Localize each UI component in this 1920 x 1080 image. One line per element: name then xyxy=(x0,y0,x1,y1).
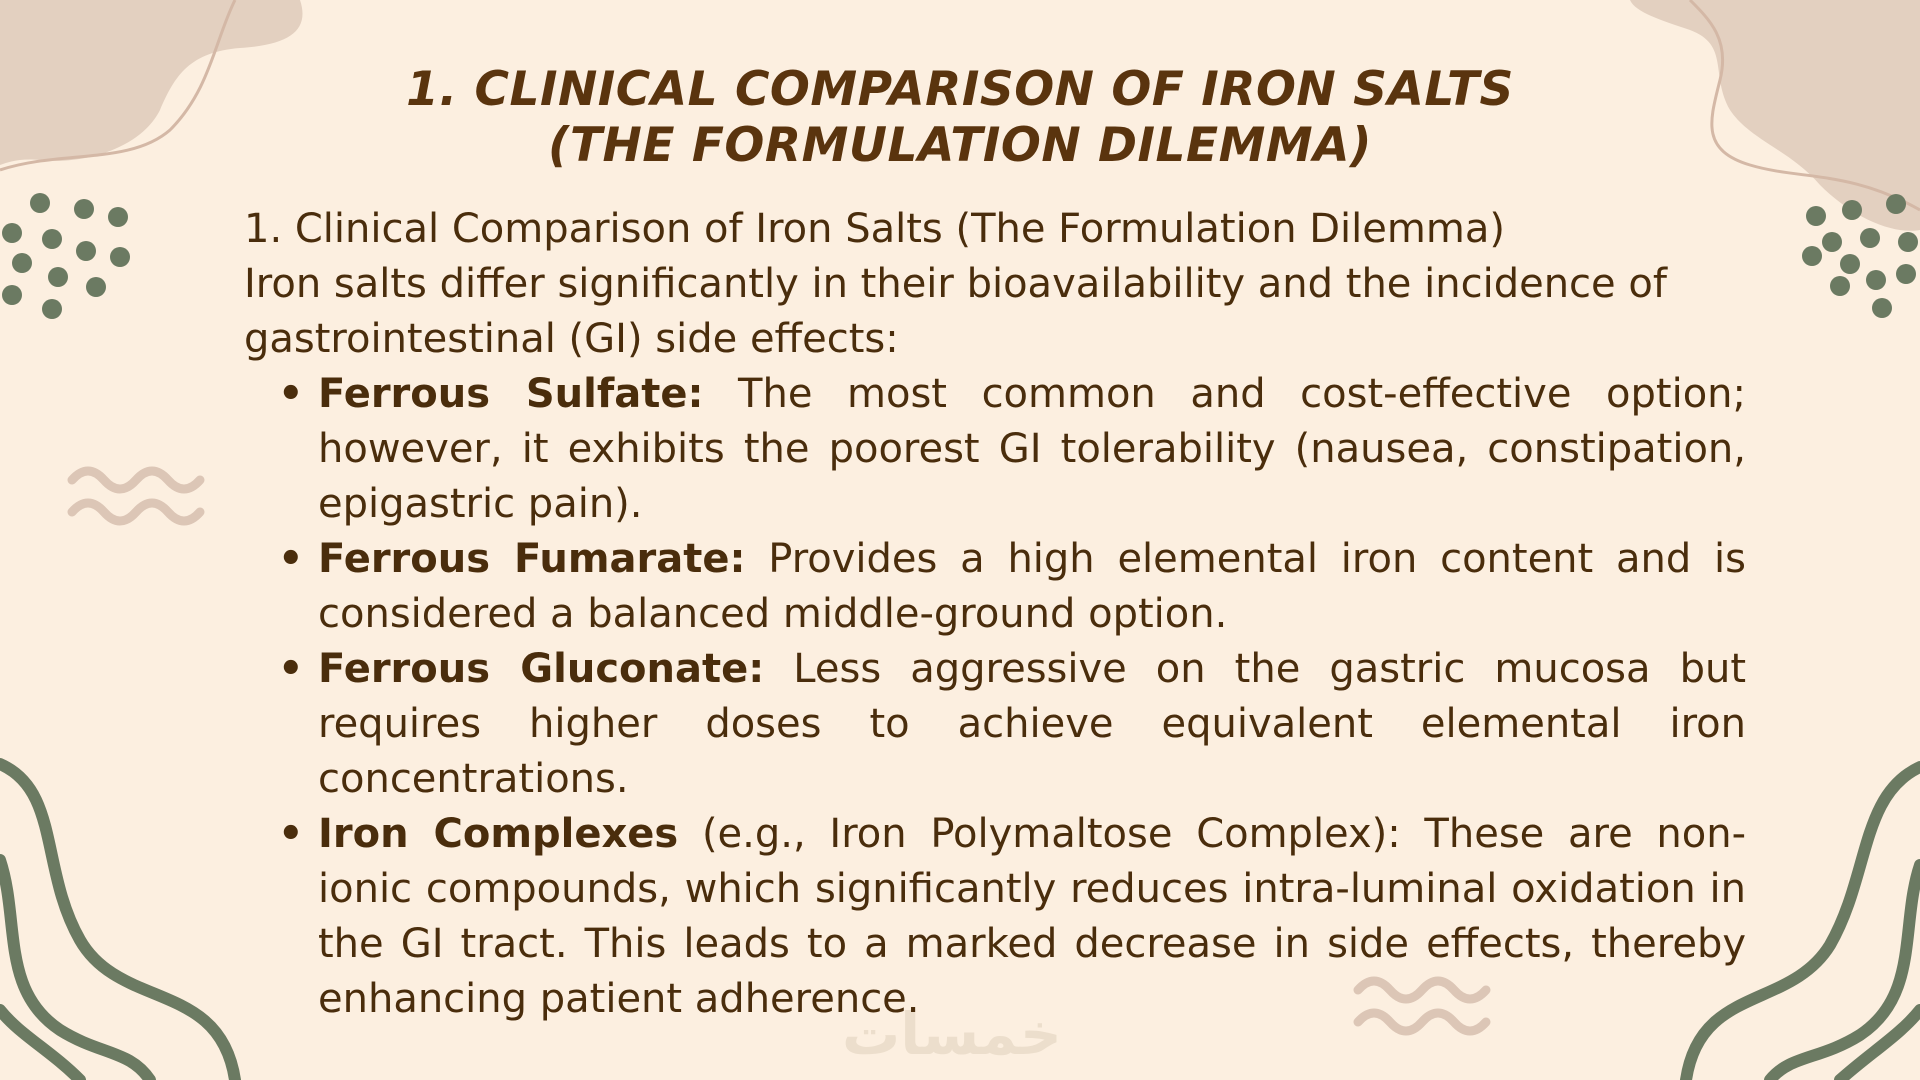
slide-title-line-1: 1. CLINICAL COMPARISON OF IRON SALTS xyxy=(406,62,1514,117)
list-item-term: Ferrous Sulfate: xyxy=(318,371,704,417)
section-heading: 1. Clinical Comparison of Iron Salts (The Formulation Dilemma) xyxy=(244,206,1505,252)
watermark-logo: خمسات xyxy=(842,1000,1062,1068)
list-item-text: (e.g., Iron Polymaltose Complex): These are non-ionic compounds, which significantly reduces intra-luminal oxidation in the GI tract. This leads to a marked decrease in side effects, thereby enhancing patient adherence. xyxy=(318,811,1747,1022)
slide-body xyxy=(244,202,1746,1027)
list-item-term: Iron Complexes xyxy=(318,811,679,857)
slide-title-line-2: (THE FORMULATION DILEMMA) xyxy=(547,118,1372,173)
bottom-left-curves-decoration xyxy=(0,750,260,1080)
top-left-dots-decoration xyxy=(0,185,140,325)
intro-paragraph: Iron salts differ significantly in their bioavailability and the incidence of gastrointestinal (GI) side effects: xyxy=(244,261,1667,362)
list-item-text: Provides a high elemental iron content and is considered a balanced middle-ground option. xyxy=(318,536,1746,637)
list-item-term: Ferrous Gluconate: xyxy=(318,646,765,692)
list-item-text: The most common and cost-effective option; however, it exhibits the poorest GI tolerability (nausea, constipation, epigastric pain). xyxy=(318,371,1746,527)
left-wave-decoration xyxy=(66,458,211,533)
iron-salt-list xyxy=(244,367,1746,1027)
list-item xyxy=(318,807,1746,1027)
list-item xyxy=(318,532,1746,642)
list-item xyxy=(318,642,1746,807)
list-item-text: Less aggressive on the gastric mucosa but requires higher doses to achieve equivalent elemental iron concentrations. xyxy=(318,646,1747,802)
top-right-dots-decoration xyxy=(1790,190,1920,330)
list-item-term: Ferrous Fumarate: xyxy=(318,536,746,582)
slide-title xyxy=(240,62,1680,174)
list-item xyxy=(318,367,1746,532)
